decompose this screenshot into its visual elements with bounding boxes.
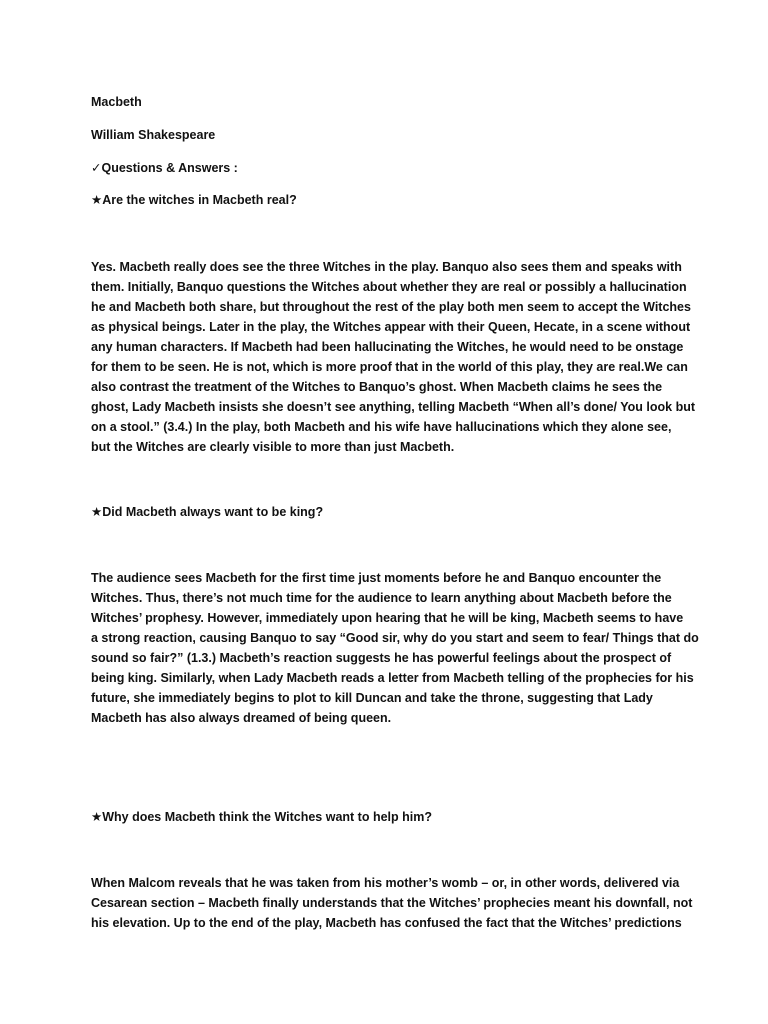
answer-line: a strong reaction, causing Banquo to say “Good sir, why do you start and seem to fear/ Things that do — [91, 631, 699, 645]
answer-line: ghost, Lady Macbeth insists she doesn’t see anything, telling Macbeth “When all’s done/ You look but — [91, 400, 696, 414]
answer-paragraph — [91, 568, 699, 728]
answer-paragraph — [91, 257, 696, 457]
answer-line: Cesarean section – Macbeth finally understands that the Witches’ prophecies meant his downfall, not — [91, 896, 693, 910]
answer-line: future, she immediately begins to plot to kill Duncan and take the throne, suggesting that Lady — [91, 691, 653, 705]
document-title: Macbeth — [91, 95, 142, 109]
answer-line: The audience sees Macbeth for the first time just moments before he and Banquo encounter the — [91, 571, 662, 585]
question-heading: ★Why does Macbeth think the Witches want to help him? — [91, 810, 432, 824]
answer-line: them. Initially, Banquo questions the Witches about whether they are real or possibly a hallucination — [91, 280, 687, 294]
answer-line: Yes. Macbeth really does see the three Witches in the play. Banquo also sees them and speaks with — [91, 260, 682, 274]
answer-line: also contrast the treatment of the Witches to Banquo’s ghost. When Macbeth claims he sees the — [91, 380, 663, 394]
answer-line: on a stool.” (3.4.) In the play, both Macbeth and his wife have hallucinations which they alone see, — [91, 420, 672, 434]
question-heading: ★Did Macbeth always want to be king? — [91, 505, 324, 519]
answer-line: he and Macbeth both share, but throughout the rest of the play both men seem to accept the Witches — [91, 300, 691, 314]
answer-line: for them to be seen. He is not, which is more proof that in the world of this play, they are real.We can — [91, 360, 688, 374]
answer-line: but the Witches are clearly visible to more than just Macbeth. — [91, 440, 455, 454]
answer-line: as physical beings. Later in the play, the Witches appear with their Queen, Hecate, in a scene without — [91, 320, 691, 334]
answer-line: When Malcom reveals that he was taken from his mother’s womb – or, in other words, delivered via — [91, 876, 680, 890]
document-author: William Shakespeare — [91, 128, 216, 142]
answer-line: his elevation. Up to the end of the play, Macbeth has confused the fact that the Witches’ predictions — [91, 916, 682, 930]
answer-line: Witches’ prophesy. However, immediately upon hearing that he will be king, Macbeth seems to have — [91, 611, 684, 625]
answer-paragraph — [91, 873, 691, 933]
question-heading: ★Are the witches in Macbeth real? — [91, 193, 297, 207]
answer-line: being king. Similarly, when Lady Macbeth reads a letter from Macbeth telling of the prophecies for his — [91, 671, 694, 685]
section-heading: ✓Questions & Answers : — [91, 161, 238, 175]
answer-line: Macbeth has also always dreamed of being queen. — [91, 711, 392, 725]
answer-line: any human characters. If Macbeth had been hallucinating the Witches, he would need to be onstage — [91, 340, 684, 354]
answer-line: sound so fair?” (1.3.) Macbeth’s reaction suggests he has powerful feelings about the prospect of — [91, 651, 672, 665]
answer-line: Witches. Thus, there’s not much time for the audience to learn anything about Macbeth before the — [91, 591, 672, 605]
